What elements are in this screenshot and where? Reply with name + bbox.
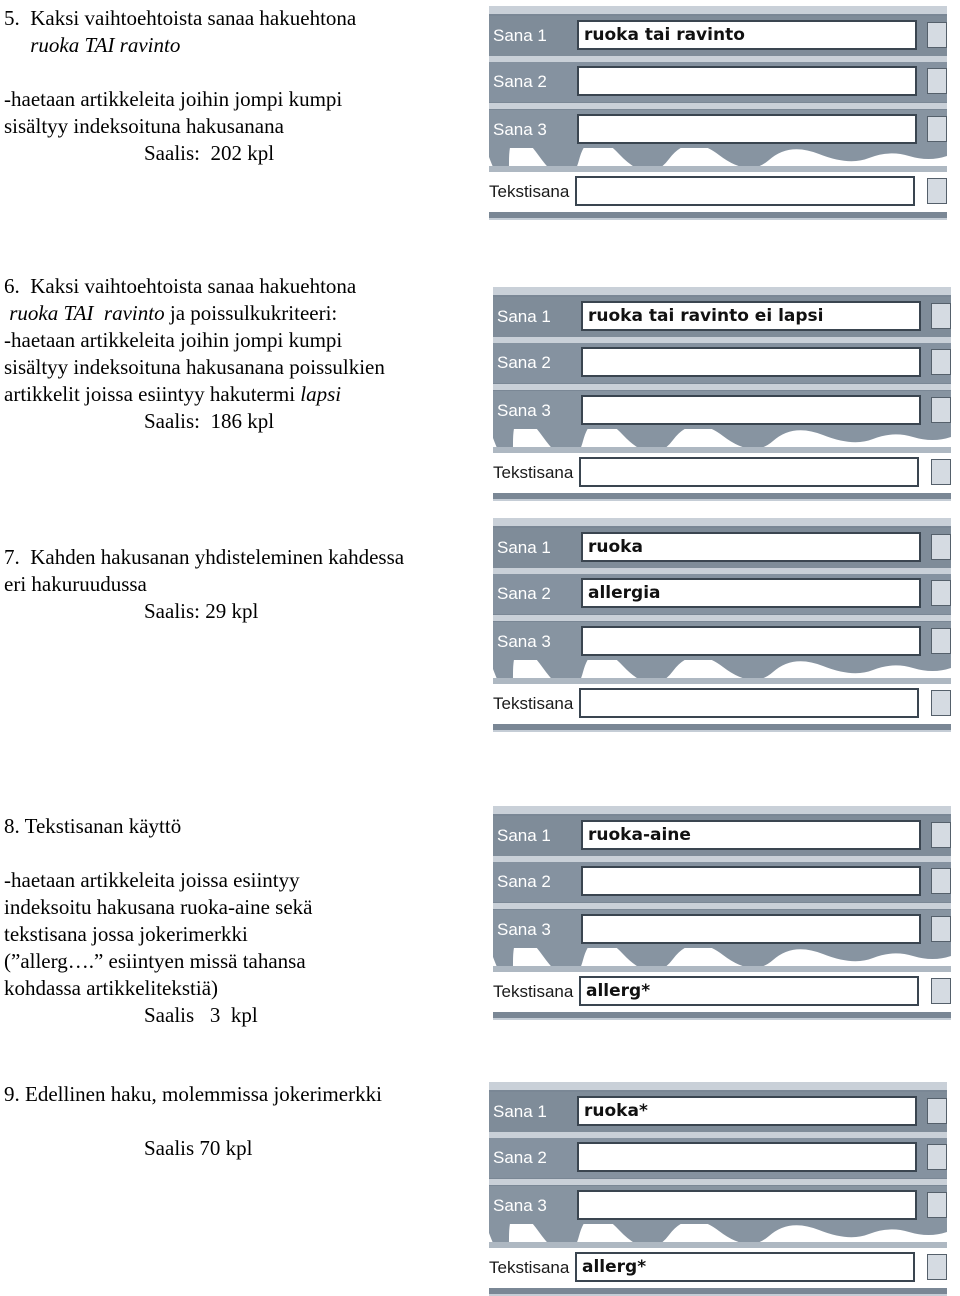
row-sana3 [489,110,947,150]
text-line [4,840,312,867]
label-sana1: Sana 1 [497,826,551,845]
dropdown-stub[interactable] [927,1144,947,1170]
input-sana3[interactable] [581,914,921,944]
section-6-text [4,273,385,435]
result-count [4,408,385,435]
input-tekstisana[interactable]: allerg* [575,1252,915,1282]
dropdown-stub[interactable] [931,868,951,894]
input-sana2[interactable]: allergia [581,578,921,608]
label-sana3: Sana 3 [497,401,551,420]
row-tekstisana [493,453,951,493]
text-run: 7. Kahden hakusanan yhdisteleminen kahdessa [4,545,405,569]
text-run: -haetaan artikkeleita joihin jompi kumpi [4,328,343,352]
divider [493,615,951,621]
dropdown-stub[interactable] [931,690,951,716]
divider [489,1179,947,1185]
text-line [4,894,312,921]
label-sana2: Sana 2 [493,72,547,91]
divider [489,1242,947,1248]
divider [493,384,951,390]
text-run: -haetaan artikkeleita joihin jompi kumpi [4,87,343,111]
row-sana1 [493,816,951,856]
dropdown-stub[interactable] [931,978,951,1004]
text-line [4,921,312,948]
label-sana1: Sana 1 [493,1102,547,1121]
dropdown-stub[interactable] [927,1192,947,1218]
input-sana3[interactable] [581,626,921,656]
input-tekstisana[interactable] [579,457,919,487]
row-sana1 [493,528,951,568]
dropdown-stub[interactable] [931,303,951,329]
row-tekstisana [489,172,947,212]
text-run: 6. Kaksi vaihtoehtoista sanaa hakuehtona [4,274,357,298]
text-line [4,1108,382,1135]
divider [489,166,947,172]
input-sana1[interactable]: ruoka tai ravinto ei lapsi [581,301,921,331]
row-tekstisana [489,1248,947,1288]
row-sana3 [493,391,951,431]
italic-term: ruoka TAI ravinto [4,301,165,325]
row-sana1 [489,16,947,56]
input-tekstisana[interactable] [579,688,919,718]
result-count [4,1135,382,1162]
label-sana1: Sana 1 [493,26,547,45]
text-run: Saalis 3 kpl [144,1003,258,1027]
italic-term: ruoka TAI ravinto [4,33,181,57]
label-sana2: Sana 2 [497,872,551,891]
divider [493,447,951,453]
dropdown-stub[interactable] [927,116,947,142]
text-line [4,327,385,354]
text-run: sisältyy indeksoituna hakusanana [4,114,284,138]
label-sana1: Sana 1 [497,307,551,326]
label-tekstisana: Tekstisana [489,1258,570,1277]
row-sana2 [489,1138,947,1178]
dropdown-stub[interactable] [931,534,951,560]
row-sana2 [493,862,951,902]
row-sana2 [493,574,951,614]
text-line [4,975,312,1002]
input-tekstisana[interactable]: allerg* [579,976,919,1006]
dropdown-stub[interactable] [931,397,951,423]
text-run: -haetaan artikkeleita joissa esiintyy [4,868,300,892]
dropdown-stub[interactable] [931,349,951,375]
dropdown-stub[interactable] [931,628,951,654]
input-sana1[interactable]: ruoka* [577,1096,917,1126]
text-line [4,571,404,598]
label-sana3: Sana 3 [493,120,547,139]
section-9-text [4,1081,382,1162]
text-line [4,948,312,975]
row-sana3 [489,1186,947,1226]
label-sana3: Sana 3 [493,1196,547,1215]
result-count [4,140,356,167]
divider [493,966,951,972]
input-sana3[interactable] [577,1190,917,1220]
dropdown-stub[interactable] [927,1254,947,1280]
text-line [4,113,356,140]
text-run: (”allerg….” esiintyen missä tahansa [4,949,306,973]
divider [493,678,951,684]
text-run: sisältyy indeksoituna hakusanana poissulkien [4,355,385,379]
dropdown-stub[interactable] [927,68,947,94]
text-run: Saalis: 186 kpl [144,409,275,433]
dropdown-stub[interactable] [927,1098,947,1124]
input-sana1[interactable]: ruoka [581,532,921,562]
result-count [4,1002,312,1029]
text-run: artikkelit joissa esiintyy hakutermi [4,382,301,406]
row-sana1 [493,297,951,337]
text-run: Saalis: 202 kpl [144,141,275,165]
row-sana1 [489,1092,947,1132]
dropdown-stub[interactable] [931,822,951,848]
text-line [4,273,385,300]
row-sana2 [489,62,947,102]
input-sana2[interactable] [581,866,921,896]
search-panel-7 [493,518,951,732]
text-line [4,381,385,408]
input-sana2[interactable] [581,347,921,377]
text-line [4,59,356,86]
row-tekstisana [493,684,951,724]
dropdown-stub[interactable] [927,178,947,204]
input-sana1[interactable]: ruoka-aine [581,820,921,850]
text-line [4,86,356,113]
dropdown-stub[interactable] [931,916,951,942]
text-line [4,32,356,59]
text-line [4,813,312,840]
text-run: 8. Tekstisanan käyttö [4,814,182,838]
section-5-text [4,5,356,167]
label-tekstisana: Tekstisana [493,694,574,713]
row-tekstisana [493,972,951,1012]
input-sana3[interactable] [577,114,917,144]
section-8-text [4,813,312,1029]
text-line [4,354,385,381]
input-sana3[interactable] [581,395,921,425]
input-sana2[interactable] [577,66,917,96]
row-sana2 [493,343,951,383]
row-sana3 [493,910,951,950]
text-run: eri hakuruudussa [4,572,147,596]
text-run: indeksoitu hakusana ruoka-aine sekä [4,895,313,919]
label-tekstisana: Tekstisana [489,182,570,201]
label-sana2: Sana 2 [493,1148,547,1167]
label-sana3: Sana 3 [497,632,551,651]
dropdown-stub[interactable] [931,459,951,485]
input-sana2[interactable] [577,1142,917,1172]
divider [489,103,947,109]
result-count [4,598,404,625]
label-sana3: Sana 3 [497,920,551,939]
input-sana1[interactable]: ruoka tai ravinto [577,20,917,50]
section-7-text [4,544,404,625]
dropdown-stub[interactable] [927,22,947,48]
label-tekstisana: Tekstisana [493,982,574,1001]
text-line [4,867,312,894]
label-tekstisana: Tekstisana [493,463,574,482]
search-panel-6 [493,287,951,501]
text-run: ja poissulkukriteeri: [164,301,338,325]
search-panel-8 [493,806,951,1020]
text-line [4,1081,382,1108]
input-tekstisana[interactable] [575,176,915,206]
text-run: 9. Edellinen haku, molemmissa jokerimerkki [4,1082,382,1106]
label-sana2: Sana 2 [497,353,551,372]
divider [493,903,951,909]
label-sana1: Sana 1 [497,538,551,557]
label-sana2: Sana 2 [497,584,551,603]
text-run: tekstisana jossa jokerimerkki [4,922,248,946]
search-panel-9 [489,1082,947,1296]
text-run: 5. Kaksi vaihtoehtoista sanaa hakuehtona [4,6,357,30]
dropdown-stub[interactable] [931,580,951,606]
row-sana3 [493,622,951,662]
text-line [4,5,356,32]
italic-term: lapsi [300,382,342,406]
text-run: Saalis 70 kpl [144,1136,253,1160]
text-run: kohdassa artikkelitekstiä) [4,976,219,1000]
text-run: Saalis: 29 kpl [144,599,259,623]
text-line [4,300,385,327]
text-line [4,544,404,571]
search-panel-5 [489,6,947,220]
